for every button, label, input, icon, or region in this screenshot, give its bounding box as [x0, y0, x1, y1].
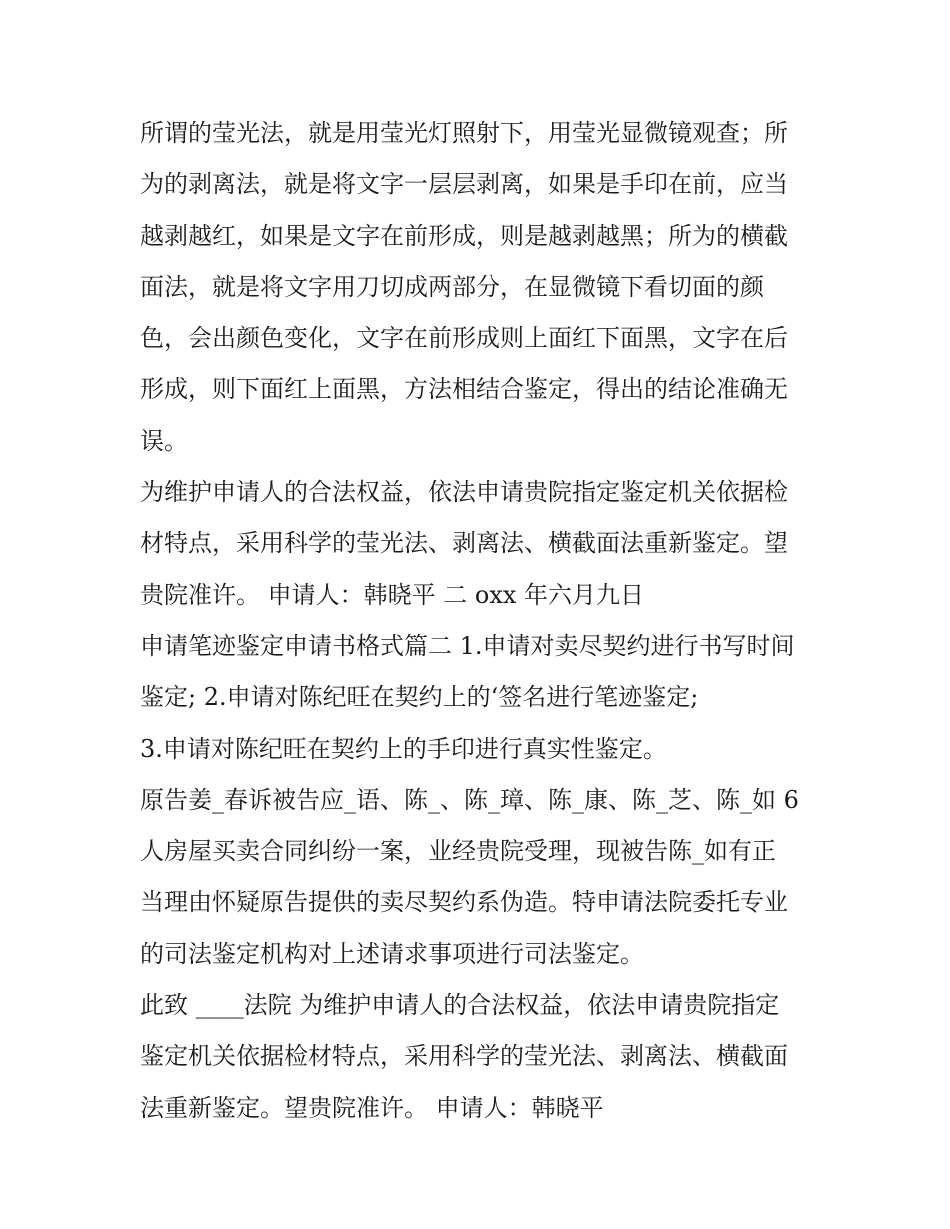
text-line: 贵院准许。 申请人：韩晓平 二 oxx 年六月九日: [140, 580, 645, 609]
text-line: 所谓的莹光法，就是用莹光灯照射下，用莹光显微镜观查；所: [140, 119, 788, 147]
text-line: 当理由怀疑原告提供的卖尽契约系伪造。特申请法院委托专业: [140, 888, 788, 917]
text-line: 鉴定机关依据检材特点，采用科学的莹光法、剥离法、横截面: [140, 1042, 788, 1071]
text-line: 原告姜_春诉被告应_语、陈_、陈_璋、陈_康、陈_芝、陈_如 6: [140, 785, 799, 814]
text-line: 色，会出颜色变化，文字在前形成则上面红下面黑，文字在后: [140, 324, 788, 353]
text-line: 越剥越红，如果是文字在前形成，则是越剥越黑；所为的横截: [140, 221, 788, 250]
text-line: 的司法鉴定机构对上述请求事项进行司法鉴定。: [140, 939, 644, 968]
text-line: 为维护申请人的合法权益，依法申请贵院指定鉴定机关依据检: [140, 478, 788, 507]
text-line: 面法，就是将文字用刀切成两部分，在显微镜下看切面的颜: [140, 272, 764, 301]
text-line: 材特点，采用科学的莹光法、剥离法、横截面法重新鉴定。望: [140, 529, 788, 558]
text-line: 人房屋买卖合同纠纷一案，业经贵院受理，现被告陈_如有正: [140, 837, 776, 866]
text-line: 形成，则下面红上面黑，方法相结合鉴定，得出的结论准确无: [140, 375, 788, 404]
document-body: [140, 108, 820, 1134]
text-line: 法重新鉴定。望贵院准许。 申请人：韩晓平: [140, 1093, 604, 1122]
text-line: 3.申请对陈纪旺在契约上的手印进行真实性鉴定。: [140, 734, 667, 763]
text-line: 此致 ____法院 为维护申请人的合法权益，依法申请贵院指定: [140, 991, 780, 1020]
text-line: 为的剥离法，就是将文字一层层剥离，如果是手印在前，应当: [140, 170, 788, 199]
text-line: 鉴定; 2.申请对陈纪旺在契约上的‘签名进行笔迹鉴定;: [140, 683, 699, 712]
text-line: 误。: [140, 426, 188, 455]
text-line: 申请笔迹鉴定申请书格式篇二 1.申请对卖尽契约进行书写时间: [140, 631, 795, 660]
